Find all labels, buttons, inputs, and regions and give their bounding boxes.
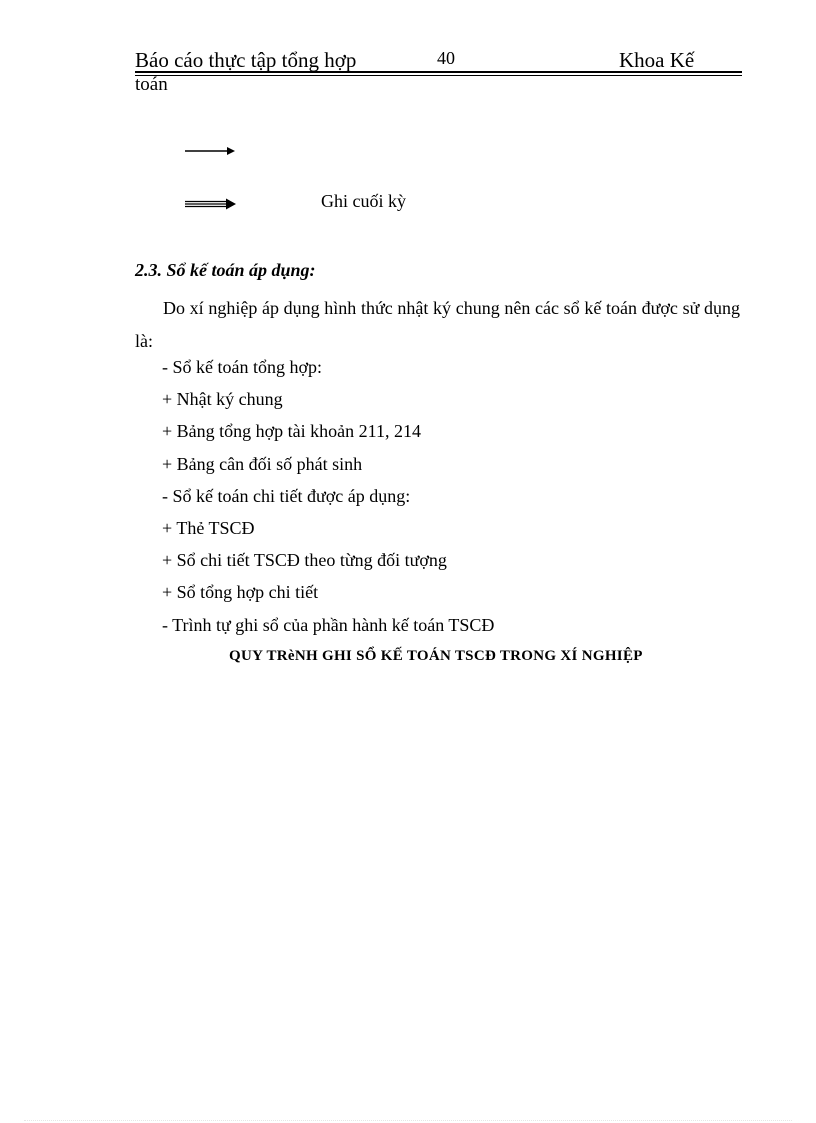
intro-paragraph: Do xí nghiệp áp dụng hình thức nhật ký chung nên các sổ kế toán được sử dụng là:	[135, 298, 740, 351]
list-item: + Nhật ký chung	[162, 389, 283, 409]
header-rule-thick	[135, 71, 742, 73]
single-arrow-icon	[185, 145, 237, 157]
list-item: + Sổ tổng hợp chi tiết	[162, 582, 319, 602]
list-item: - Sổ kế toán tổng hợp:	[162, 357, 323, 377]
double-arrow-icon	[185, 197, 237, 211]
list-item: - Sổ kế toán chi tiết được áp dụng:	[162, 486, 411, 506]
section-heading: 2.3. Sổ kế toán áp dụng:	[135, 260, 316, 280]
header-right-title-wrap: toán	[135, 74, 168, 95]
header-left-title: Báo cáo thực tập tổng hợp	[135, 48, 357, 72]
page-number: 40	[437, 48, 455, 68]
list-item: - Trình tự ghi sổ của phần hành kế toán TSCĐ	[162, 615, 495, 635]
header-right-title: Khoa Kế	[619, 48, 695, 72]
list-item: + Sổ chi tiết TSCĐ theo từng đối tượng	[162, 550, 447, 570]
list-item: + Bảng tổng hợp tài khoản 211, 214	[162, 421, 421, 441]
diagram-title: QUY TRèNH GHI SỔ KẾ TOÁN TSCĐ TRONG XÍ NGHIỆP	[229, 648, 643, 664]
legend-end-of-period-label: Ghi cuối kỳ	[321, 191, 406, 211]
list-item: + Thẻ TSCĐ	[162, 518, 255, 538]
header-rule-thin	[135, 75, 742, 76]
list-item: + Bảng cân đối số phát sinh	[162, 454, 363, 474]
footer-divider	[24, 1120, 792, 1121]
